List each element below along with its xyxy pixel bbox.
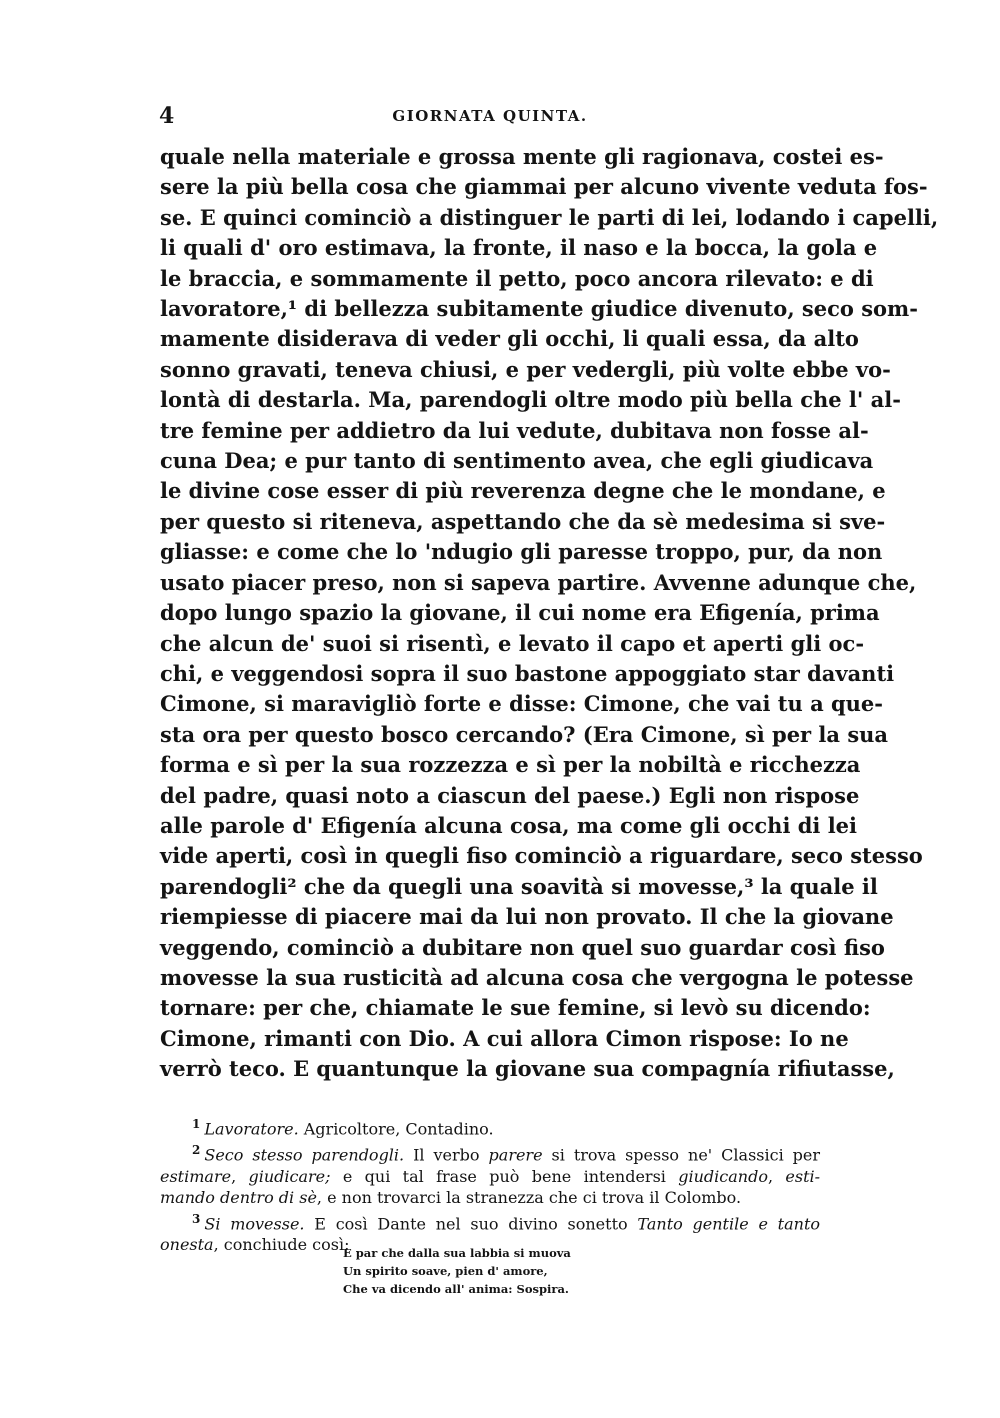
footnote-marker: 1: [192, 1117, 201, 1131]
body-line: sta ora per questo bosco cercando? (Era Cimone, sì per la sua: [160, 721, 889, 747]
body-line: lavoratore,¹ di bellezza subitamente giudice divenuto, seco som-: [160, 296, 918, 322]
body-text: [160, 142, 939, 1085]
body-line: movesse la sua rusticità ad alcuna cosa che vergogna le potesse: [160, 964, 914, 990]
body-line: usato piacer preso, non si sapeva partire. Avvenne adunque che,: [160, 569, 917, 595]
footnote-text: e qui tal frase può bene intendersi: [330, 1166, 679, 1186]
footnote-text: E così Dante nel suo divino sonetto: [304, 1213, 638, 1233]
body-line: del padre, quasi noto a ciascun del paese.) Egli non rispose: [160, 782, 860, 808]
footnote-term: Si movesse.: [204, 1213, 305, 1233]
body-line: gliasse: e come che lo 'ndugio gli paresse troppo, pur, da non: [160, 539, 883, 565]
footnotes: [160, 1114, 820, 1256]
footnote-2-end: [160, 1187, 820, 1209]
body-line: Cimone, si maravigliò forte e disse: Cimone, che vai tu a que-: [160, 691, 884, 717]
body-line: forma e sì per la sua rozzezza e sì per la nobiltà e ricchezza: [160, 752, 861, 778]
footnote-italic: estimare: [160, 1166, 232, 1186]
footnote-text: , e non trovarci la stranezza che ci trova il Colombo.: [316, 1188, 742, 1208]
body-line: riempiesse di piacere mai da lui non provato. Il che la giovane: [160, 904, 894, 930]
body-line: parendogli² che da quegli una soavità si movesse,³ la quale il: [160, 873, 878, 899]
body-line: le braccia, e sommamente il petto, poco ancora rilevato: e di: [160, 265, 874, 291]
body-line: chi, e veggendosi sopra il suo bastone appoggiato star davanti: [160, 660, 895, 686]
footnote-term: Seco stesso parendogli.: [204, 1145, 405, 1165]
body-line: cuna Dea; e pur tanto di sentimento avea, che egli giudicava: [160, 448, 874, 474]
verse-line: E par che dalla sua labbia si muova: [343, 1246, 571, 1260]
body-line: verrò teco. E quantunque la giovane sua compagnía rifiutasse,: [160, 1056, 895, 1082]
body-line: alle parole d' Efigenía alcuna cosa, ma come gli occhi di lei: [160, 812, 858, 838]
body-line: sere la più bella cosa che giammai per alcuno vivente veduta fos-: [160, 174, 928, 200]
footnote-italic: parere: [488, 1145, 543, 1165]
footnote-italic: giudicando: [678, 1166, 768, 1186]
footnote-3: [160, 1209, 820, 1235]
body-line: tornare: per che, chiamate le sue femine, si levò su dicendo:: [160, 995, 871, 1021]
footnote-text: ,: [767, 1166, 786, 1186]
body-line: sonno gravati, teneva chiusi, e per vedergli, più volte ebbe vo-: [160, 356, 891, 382]
body-line: le divine cose esser di più reverenza degne che le mondane, e: [160, 478, 886, 504]
page-number: 4: [159, 103, 175, 129]
footnote-text: si trova spesso ne' Classici per: [542, 1145, 821, 1165]
footnote-marker: 2: [192, 1142, 201, 1157]
footnote-italic: esti-: [785, 1166, 821, 1186]
footnote-2: [160, 1140, 820, 1166]
footnote-italic: giudicare;: [248, 1166, 331, 1186]
body-line: lontà di destarla. Ma, parendogli oltre modo più bella che l' al-: [160, 387, 901, 413]
footnote-text: Il verbo: [404, 1145, 489, 1165]
body-line: li quali d' oro estimava, la fronte, il naso e la bocca, la gola e: [160, 235, 878, 261]
body-line: quale nella materiale e grossa mente gli ragionava, costei es-: [160, 144, 884, 169]
body-line: tre femine per addietro da lui vedute, dubitava non fosse al-: [160, 417, 869, 443]
verse-line: Un spirito soave, pien d' amore,: [343, 1264, 548, 1278]
footnote-italic: mando dentro di sè: [160, 1188, 317, 1208]
verse-quote: [343, 1244, 571, 1298]
footnote-2-continued: [160, 1166, 820, 1188]
body-line: per questo si riteneva, aspettando che da sè medesima si sve-: [160, 508, 886, 534]
footnote-1: [160, 1114, 820, 1140]
body-line: che alcun de' suoi si risentì, e levato il capo et aperti gli oc-: [160, 630, 865, 656]
body-line: veggendo, cominciò a dubitare non quel suo guardar così fiso: [160, 934, 885, 960]
footnote-italic: onesta: [160, 1235, 214, 1255]
body-line: mamente disiderava di veder gli occhi, li quali essa, da alto: [160, 326, 859, 352]
body-line: se. E quinci cominciò a distinguer le parti di lei, lodando i capelli,: [160, 204, 939, 230]
body-line: dopo lungo spazio la giovane, il cui nome era Efigenía, prima: [160, 600, 880, 626]
body-line: Cimone, rimanti con Dio. A cui allora Cimon rispose: Io ne: [160, 1025, 849, 1051]
footnote-text: , conchiude così:: [213, 1235, 350, 1255]
body-line: vide aperti, così in quegli fiso cominciò a riguardare, seco stesso: [160, 843, 923, 869]
footnote-text: Agricoltore, Contadino.: [298, 1119, 494, 1139]
running-title: GIORNATA QUINTA.: [392, 107, 588, 125]
footnote-marker: 3: [192, 1211, 201, 1226]
footnote-italic: Tanto gentile e tanto: [637, 1213, 821, 1233]
verse-line: Che va dicendo all' anima: Sospira.: [343, 1282, 569, 1296]
footnote-text: ,: [231, 1166, 249, 1186]
footnote-term: Lavoratore.: [204, 1119, 299, 1139]
